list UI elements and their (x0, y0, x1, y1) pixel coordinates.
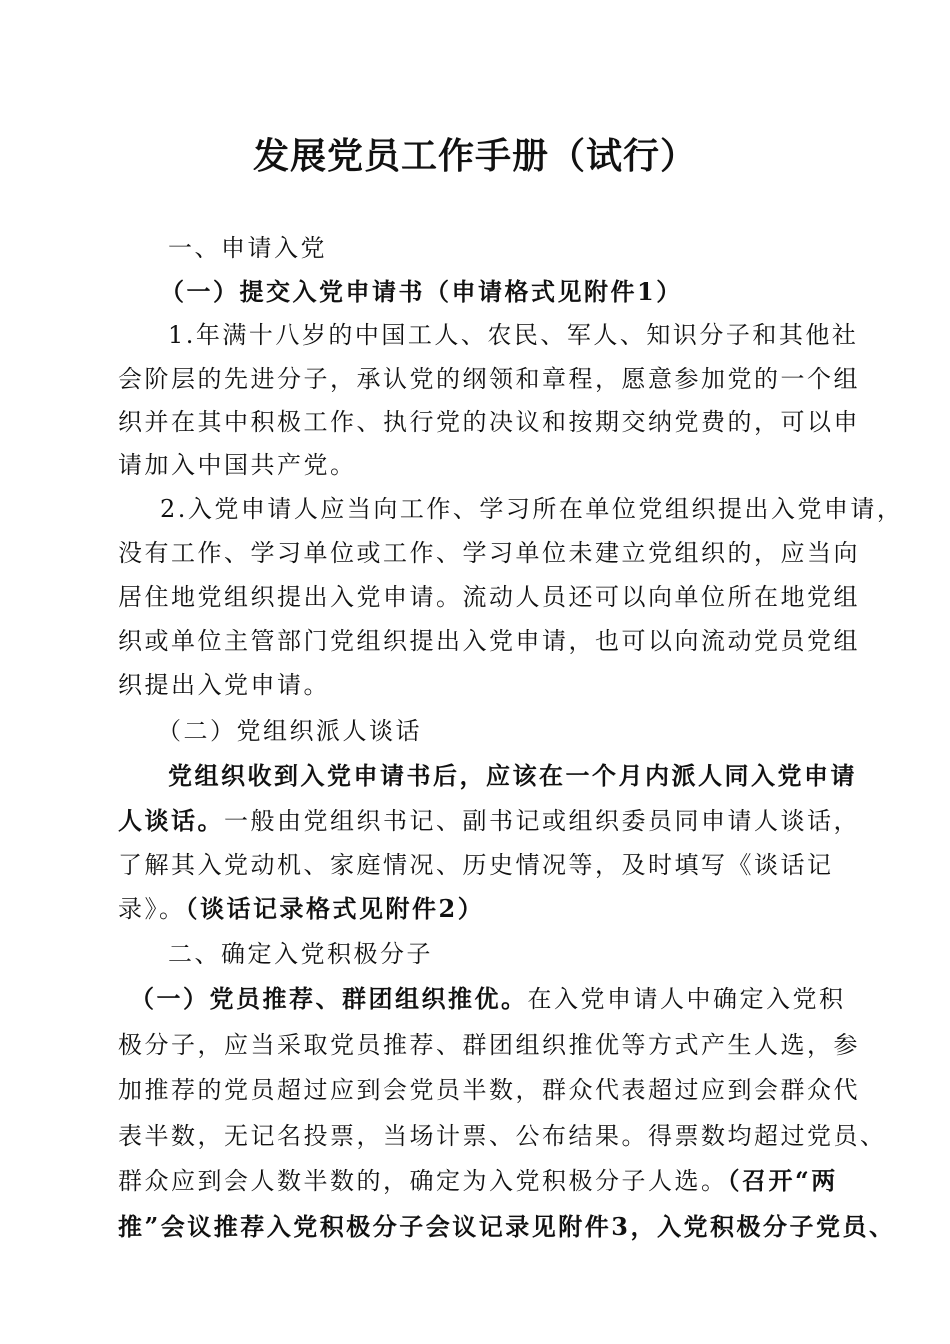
paragraph-line: 党组织收到入党申请书后，应该在一个月内派人同入党申请 (168, 761, 857, 790)
section-heading-1: 一、申请入党 (168, 234, 327, 262)
paragraph-line: 1.年满十八岁的中国工人、农民、军人、知识分子和其他社 (168, 321, 859, 349)
paragraph-line: 群众应到会人数半数的，确定为入党积极分子人选。（召开“两 (118, 1166, 838, 1195)
paragraph-line: 织提出入党申请。 (118, 671, 330, 699)
section-heading-2: 二、确定入党积极分子 (168, 940, 433, 968)
paragraph-line: 录》。（谈话记录格式见附件2） (118, 894, 485, 923)
paragraph-line: 织并在其中积极工作、执行党的决议和按期交纳党费的，可以申 (118, 408, 860, 436)
paragraph-line: 请加入中国共产党。 (118, 451, 357, 479)
paragraph-line: 会阶层的先进分子，承认党的纲领和章程，愿意参加党的一个组 (118, 365, 860, 393)
paragraph-line: 没有工作、学习单位或工作、学习单位未建立党组织的，应当向 (118, 539, 860, 567)
subsection-heading-1-1: （一）提交入党申请书（申请格式见附件1） (160, 277, 683, 306)
paragraph-line: 2.入党申请人应当向工作、学习所在单位党组织提出入党申请， (160, 495, 904, 523)
paragraph-line: 居住地党组织提出入党申请。流动人员还可以向单位所在地党组 (118, 583, 860, 611)
paragraph-line: 织或单位主管部门党组织提出入党申请，也可以向流动党员党组 (118, 627, 860, 655)
paragraph-line: 推”会议推荐入党积极分子会议记录见附件3，入党积极分子党员、 (118, 1212, 896, 1241)
document-title: 发展党员工作手册（试行） (252, 135, 697, 177)
subsection-heading-1-2: （二）党组织派人谈话 (157, 717, 422, 745)
paragraph-line: 表半数，无记名投票，当场计票、公布结果。得票数均超过党员、 (118, 1122, 887, 1150)
paragraph-line: 加推荐的党员超过应到会党员半数，群众代表超过应到会群众代 (118, 1076, 860, 1104)
paragraph-line: 人谈话。一般由党组织书记、副书记或组织委员同申请人谈话， (118, 806, 860, 835)
paragraph-line: （一）党员推荐、群团组织推优。在入党申请人中确定入党积 (130, 984, 846, 1013)
paragraph-line: 极分子，应当采取党员推荐、群团组织推优等方式产生人选，参 (118, 1031, 860, 1059)
paragraph-line: 了解其入党动机、家庭情况、历史情况等，及时填写《谈话记 (118, 851, 834, 879)
